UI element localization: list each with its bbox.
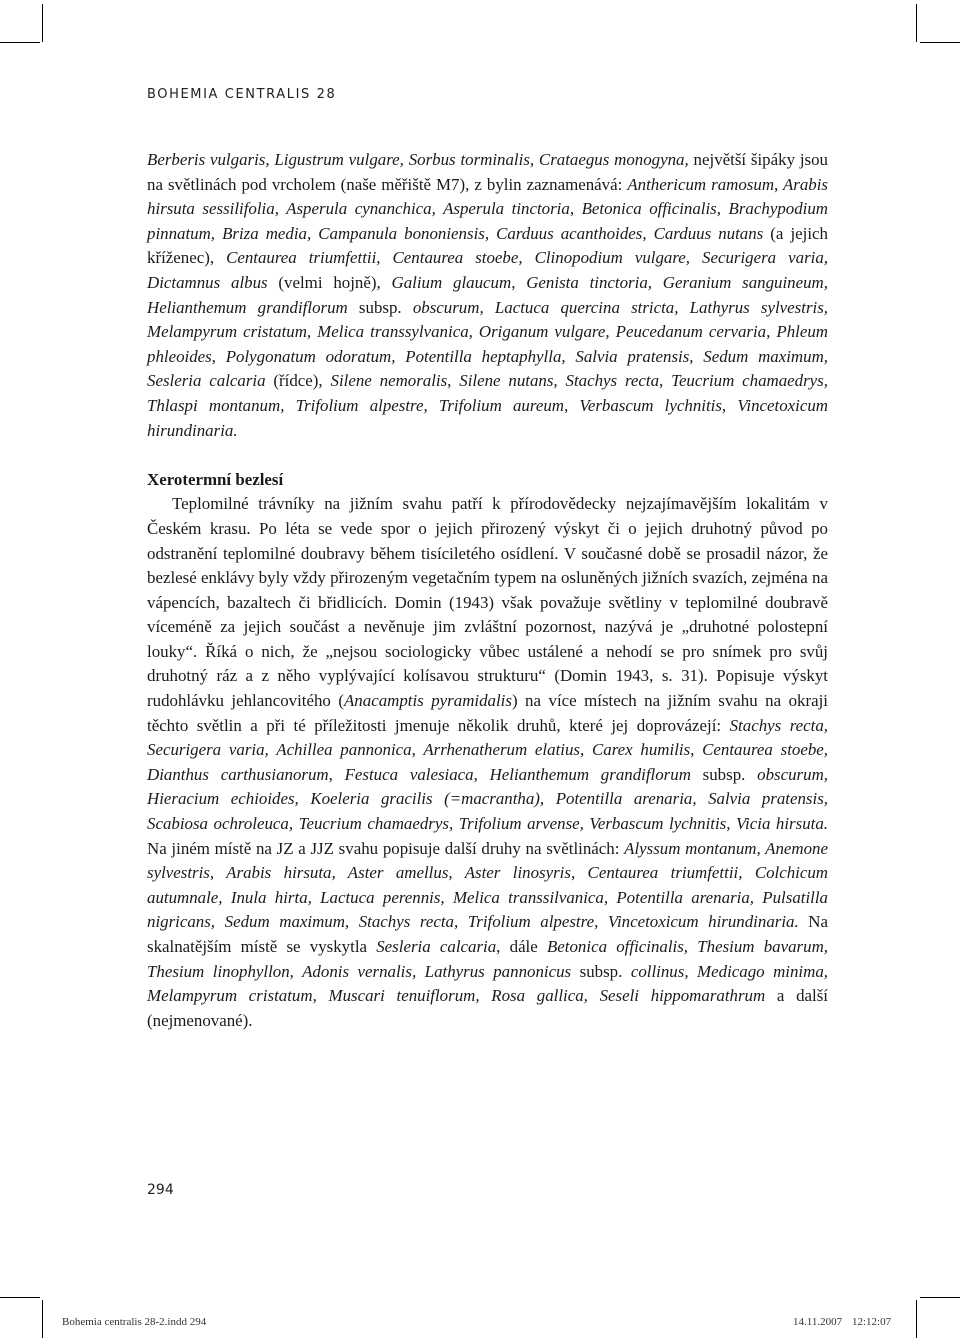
slug-time: 12:12:07 [852, 1316, 892, 1328]
page-number: 294 [147, 1182, 174, 1198]
species-list-italic: Centaurea triumfettii, Centaurea stoebe, Clinopodium vulgare, Securigera varia, Dictamnus albus [147, 248, 829, 292]
running-header: BOHEMIA CENTRALIS 28 [147, 87, 337, 102]
slug-file: Bohemia centralis 28-2.indd 294 [62, 1316, 207, 1328]
species-list-italic: Galium glaucum, Genista tinctoria, Geranium sanguineum, Helianthemum grandiflorum [147, 272, 828, 317]
crop-mark-bottom-right-h [920, 1297, 960, 1298]
species-list-italic: Stachys recta, Securigera varia, Achillea pannonica, Arrhenatherum elatius, Carex humilis, Centaurea stoebe, Dianthus carthusianorum, Festuca valesiaca, Helianthemum grandiflorum [147, 715, 828, 784]
crop-mark-bottom-left-h [0, 1297, 40, 1298]
body-text [147, 148, 828, 1033]
species-list-italic: Alyssum montanum, Anemone sylvestris, Arabis hirsuta, Aster amellus, Aster linosyris, Centaurea triumfettii, Colchicum autumnale, Inula hirta, Lactuca perennis, Melica transsilvanica, Potentilla arenaria, Pulsatilla nigricans, Sedum maximum, Stachys recta, Trifolium alpestre, Vincetoxicum hirundinaria. [147, 838, 828, 932]
species-list-italic: Anthericum ramosum, Arabis hirsuta sessilifolia, Asperula cynanchica, Asperula tinctoria, Betonica officinalis, Brachypodium pinnatum, Briza media, Campanula bononiensis, Carduus acanthoides, Carduus nutans [147, 174, 829, 243]
text-span: , dále [496, 937, 547, 956]
species-list-italic: Betonica officinalis, Thesium bavarum, Thesium linophyllon, Adonis vernalis, Lathyrus pannonicus [147, 937, 828, 981]
crop-mark-top-left-v [42, 4, 43, 42]
crop-mark-top-left-h [0, 42, 40, 43]
species-list-italic: obscurum, Lactuca quercina stricta, Lathyrus sylvestris, Melampyrum cristatum, Melica transsylvanica, Origanum vulgare, Peucedanum cervaria, Phleum phleoides, Polygonatum odoratum, Potentilla heptaphylla, Salvia pratensis, Sedum maximum, Sesleria calcaria [147, 297, 828, 391]
crop-mark-top-right-h [920, 42, 960, 43]
species-italic: Anacamptis pyramidalis [343, 691, 512, 711]
species-list-italic: Silene nemoralis, Silene nutans, Stachys recta, Teucrium chamaedrys, Thlaspi montanum, Trifolium alpestre, Trifolium aureum, Verbascum lychnitis, Vincetoxicum hirundinaria. [147, 371, 828, 440]
text-span: ) na více místech na jižním svahu na okraji těchto světlin a při té příležitosti jmenuje několik druhů, které jej doprovázejí: [147, 691, 828, 735]
text-span: (a jejich kříženec), [147, 223, 828, 268]
species-list-italic: collinus, Medicago minima, Melampyrum cristatum, Muscari tenuiflorum, Rosa gallica, Seseli hippomarathrum [147, 961, 828, 1006]
crop-mark-bottom-right-v [916, 1300, 917, 1338]
species-italic: Sesleria calcaria [376, 937, 497, 956]
paragraph-xerotherm [147, 492, 828, 1033]
text-span: Teplomilné trávníky na jižním svahu patří k přírodovědecky nejzajímavějším lokalitám v Českém krasu. Po léta se vede spor o jejich přirozený výskyt či o jejich druhotný původ po odstranění teplomilné doubravy během tisíciletého osídlení. V současné době se prosadil názor, že bezlesé enklávy byly vždy přirozeným vegetačním typem na osluněných jižních svazích, zejména na vápencích, bazaltech či břidlicích. Domin (1943) však považuje světliny v teplomilné doubravě víceméně za jejich součást a nevěnuje jim zvláštní pozornost, nazývá je „druhotné polostepní louky“. Říká o nich, že „nejsou sociologicky vůbec ustálené a nehodí se pro snímek pro svůj druhotný ráz a z něho vyplývající kolísavou strukturu“ (Domin 1943, s. 31). Popisuje výskyt rudohlávku jehlancovitého ( [147, 494, 828, 711]
text-span: (řídce), [265, 371, 331, 391]
species-list-italic: obscurum, Hieracium echioides, Koeleria gracilis (=macrantha), Potentilla arenaria, Salvia pratensis, Scabiosa ochroleuca, Teucrium chamaedrys, Trifolium arvense, Verbascum lychnitis, Vicia hirsuta. [147, 764, 828, 834]
text-span: Na jiném místě na JZ a JJZ svahu popisuje další druhy na světlinách: [147, 838, 625, 858]
text-span: Na skalnatějším místě se vyskytla [147, 912, 828, 956]
crop-mark-top-right-v [916, 4, 917, 42]
text-span: (velmi hojně), [267, 272, 392, 292]
text-span: subsp. [690, 764, 758, 784]
slug-date: 14.11.2007 [793, 1316, 843, 1328]
section-heading: Xerotermní bezlesí [147, 469, 284, 489]
species-list-italic: Berberis vulgaris, Ligustrum vulgare, Sorbus torminalis, Crataegus monogyna, [147, 150, 689, 169]
crop-mark-bottom-left-v [42, 1300, 43, 1338]
text-span: subsp. [347, 297, 413, 317]
text-span: a další (nejmenované). [147, 986, 828, 1030]
paragraph-species-list [147, 148, 828, 443]
text-span: subsp. [571, 961, 631, 981]
text-span: největší šipáky jsou na světlinách pod vrcholem (naše měřiště M7), z bylin zaznamenává: [147, 150, 828, 194]
